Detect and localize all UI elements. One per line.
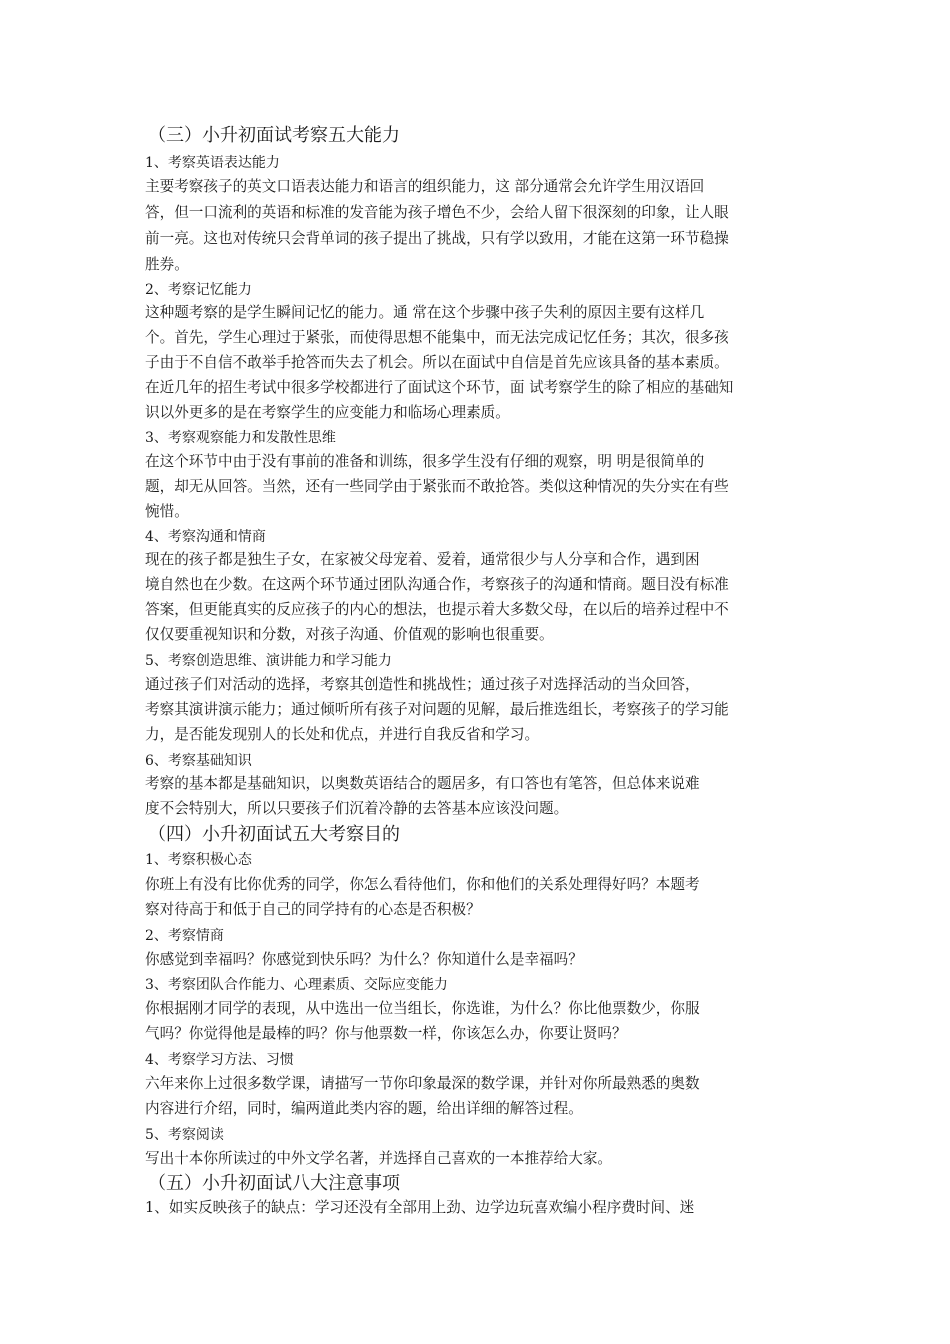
paragraph-line: 个。首先，学生心理过于紧张，而使得思想不能集中，而无法完成记忆任务；其次，很多孩 — [145, 329, 729, 346]
paragraph-line: 境自然也在少数。在这两个环节通过团队沟通合作，考察孩子的沟通和情商。题目没有标准 — [145, 576, 729, 593]
paragraph-line: 识以外更多的是在考察学生的应变能力和临场心理素质。 — [145, 404, 510, 421]
subheading: 1、考察英语表达能力 — [145, 155, 280, 171]
subheading: 5、考察阅读 — [145, 1127, 224, 1143]
paragraph-line: 答案，但更能真实的反应孩子的内心的想法，也提示着大多数父母，在以后的培养过程中不 — [145, 601, 729, 618]
paragraph-line: 现在的孩子都是独生子女，在家被父母宠着、爱着，通常很少与人分享和合作，遇到困 — [145, 551, 700, 568]
subheading: 3、考察团队合作能力、心理素质、交际应变能力 — [145, 977, 448, 993]
subheading: 4、考察沟通和情商 — [145, 529, 266, 545]
subheading: 3、考察观察能力和发散性思维 — [145, 430, 336, 446]
paragraph-line: 仅仅要重视知识和分数，对孩子沟通、价值观的影响也很重要。 — [145, 626, 554, 643]
paragraph-line: 力，是否能发现别人的长处和优点，并进行自我反省和学习。 — [145, 726, 540, 743]
subheading: 5、考察创造思维、演讲能力和学习能力 — [145, 653, 392, 669]
paragraph-line: 度不会特别大，所以只要孩子们沉着冷静的去答基本应该没问题。 — [145, 800, 569, 817]
subheading: 4、考察学习方法、习惯 — [145, 1052, 294, 1068]
paragraph-line: 你班上有没有比你优秀的同学，你怎么看待他们，你和他们的关系处理得好吗？本题考 — [145, 876, 700, 893]
paragraph-line: 在近几年的招生考试中很多学校都进行了面试这个环节，面 试考察学生的除了相应的基础知 — [145, 379, 734, 396]
paragraph-line: 子由于不自信不敢举手抢答而失去了机会。所以在面试中自信是首先应该具备的基本素质。 — [145, 354, 729, 371]
paragraph-line: 胜券。 — [145, 256, 189, 273]
paragraph-line: 通过孩子们对活动的选择，考察其创造性和挑战性；通过孩子对选择活动的当众回答， — [145, 676, 700, 693]
section-heading: （三）小升初面试考察五大能力 — [148, 125, 400, 146]
paragraph-line: 在这个环节中由于没有事前的准备和训练，很多学生没有仔细的观察，明 明是很简单的 — [145, 453, 705, 470]
section-heading: （四）小升初面试五大考察目的 — [148, 824, 400, 845]
paragraph-line: 气吗？你觉得他是最棒的吗？你与他票数一样，你该怎么办，你要让贤吗？ — [145, 1025, 627, 1042]
subheading: 1、考察积极心态 — [145, 852, 252, 868]
paragraph-line: 这种题考察的是学生瞬间记忆的能力。通 常在这个步骤中孩子失利的原因主要有这样几 — [145, 304, 705, 321]
paragraph-line: 考察其演讲演示能力；通过倾听所有孩子对问题的见解，最后推选组长，考察孩子的学习能 — [145, 701, 729, 718]
paragraph-line: 察对待高于和低于自己的同学持有的心态是否积极？ — [145, 901, 481, 918]
paragraph-line: 答，但一口流利的英语和标准的发音能为孩子增色不少，会给人留下很深刻的印象，让人眼 — [145, 204, 729, 221]
subheading: 2、考察记忆能力 — [145, 282, 252, 298]
paragraph-line: 惋惜。 — [145, 503, 189, 520]
section-heading: （五）小升初面试八大注意事项 — [148, 1173, 400, 1194]
paragraph-line: 写出十本你所读过的中外文学名著，并选择自己喜欢的一本推荐给大家。 — [145, 1150, 613, 1167]
paragraph-line: 六年来你上过很多数学课，请描写一节你印象最深的数学课，并针对你所最熟悉的奥数 — [145, 1075, 700, 1092]
paragraph-line: 主要考察孩子的英文口语表达能力和语言的组织能力，这 部分通常会允许学生用汉语回 — [145, 178, 705, 195]
paragraph-line: 你根据刚才同学的表现，从中选出一位当组长，你选谁，为什么？你比他票数少，你服 — [145, 1000, 700, 1017]
subheading: 2、考察情商 — [145, 928, 224, 944]
paragraph-line: 题，却无从回答。当然，还有一些同学由于紧张而不敢抢答。类似这种情况的失分实在有些 — [145, 478, 729, 495]
paragraph-line: 考察的基本都是基础知识，以奥数英语结合的题居多，有口答也有笔答，但总体来说难 — [145, 775, 700, 792]
subheading: 6、考察基础知识 — [145, 753, 252, 769]
paragraph-line: 内容进行介绍，同时，编两道此类内容的题，给出详细的解答过程。 — [145, 1100, 583, 1117]
paragraph-line: 你感觉到幸福吗？你感觉到快乐吗？为什么？你知道什么是幸福吗？ — [145, 951, 583, 968]
paragraph-line: 前一亮。这也对传统只会背单词的孩子提出了挑战，只有学以致用，才能在这第一环节稳操 — [145, 230, 729, 247]
paragraph-line: 1、如实反映孩子的缺点：学习还没有全部用上劲、边学边玩喜欢编小程序费时间、迷 — [145, 1199, 695, 1216]
